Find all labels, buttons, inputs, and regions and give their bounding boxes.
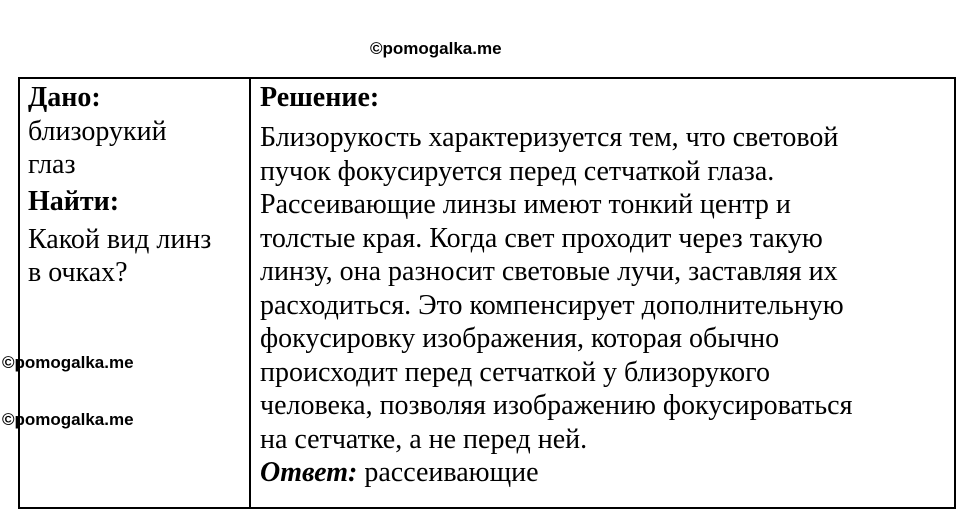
solution-line: Близорукость характеризуется тем, что световой [260, 122, 839, 153]
solution-table [18, 77, 956, 509]
watermark-left-2: ©pomogalka.me [2, 410, 134, 429]
given-line: глаз [28, 149, 76, 180]
watermark-left-1: ©pomogalka.me [2, 353, 134, 372]
solution-cell [260, 81, 940, 489]
solution-line: происходит перед сетчаткой у близорукого [260, 356, 770, 388]
solution-text [260, 121, 940, 456]
given-heading: Дано: [28, 82, 101, 113]
find-line: в очках? [28, 257, 128, 288]
find-heading: Найти: [28, 186, 120, 217]
find-line: Какой вид линз [28, 224, 212, 255]
answer-label: Ответ: [260, 457, 358, 488]
solution-line: расходиться. Это компенсирует дополнительную [260, 289, 844, 321]
solution-line: толстые края. Когда свет проходит через такую [260, 222, 823, 254]
solution-line: линзу, она разносит световые лучи, заставляя их [260, 256, 838, 287]
watermark-top: ©pomogalka.me [370, 39, 502, 58]
answer-line [260, 456, 940, 489]
solution-line: человека, позволяя изображению фокусироваться [260, 390, 853, 421]
given-find-cell [28, 81, 243, 289]
column-divider [249, 79, 251, 507]
answer-value: рассеивающие [364, 457, 539, 488]
solution-line: на сетчатке, а не перед ней. [260, 423, 588, 455]
solution-line: Рассеивающие линзы имеют тонкий центр и [260, 189, 791, 220]
solution-line: пучок фокусируется перед сетчаткой глаза. [260, 155, 775, 187]
solution-heading: Решение: [260, 82, 380, 113]
given-line: близорукий [28, 116, 167, 147]
solution-line: фокусировку изображения, которая обычно [260, 323, 780, 354]
